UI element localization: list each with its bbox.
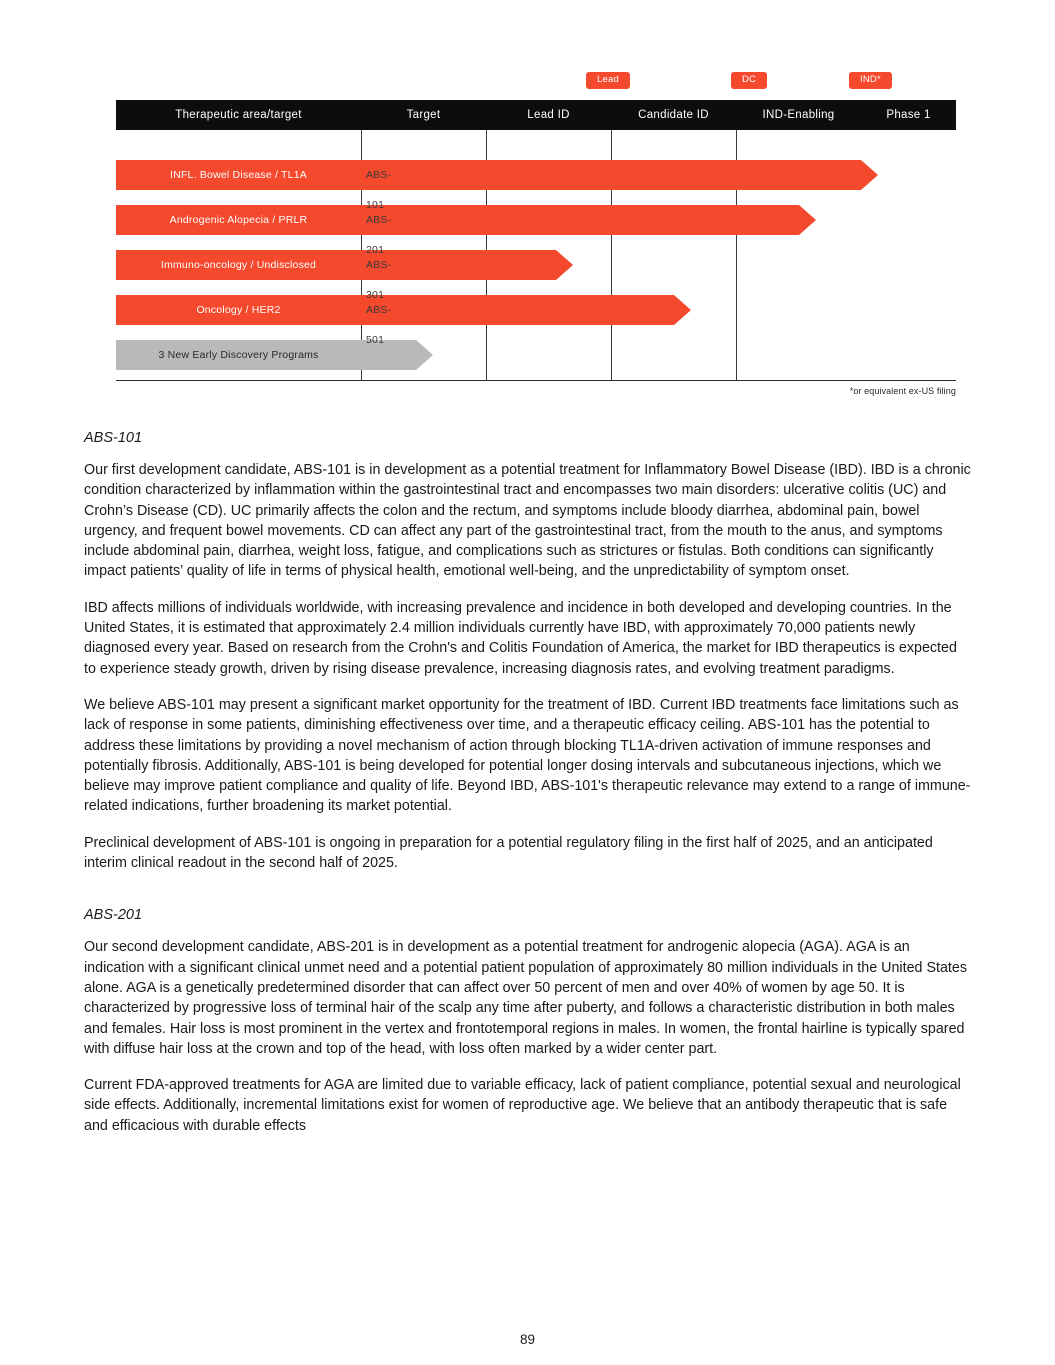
section-title-abs-201: ABS-201 — [84, 907, 143, 924]
pipeline-row-label: Oncology / HER2 — [196, 304, 281, 316]
paragraph: Our second development candidate, ABS-201 is in development as a potential treatment for androgenic alopecia (AGA). AGA is an indication with a significant clinical unmet need and a potential patient population of approximately 80 million individuals in the United States alone. AGA is a genetically predetermined disorder that can affect over 50 percent of men and over 40% of women by age 50. It is characterized by progressive loss of terminal hair of the scalp any time after puberty, and follows a characteristic distribution in both males and females. Hair loss is most prominent in the vertex and frontotemporal regions in males. In women, the frontal hairline is typically spared with diffuse hair loss at the crown and top of the head, with loss often marked by a wider center part. — [84, 939, 967, 1057]
column-header-phase-1: Phase 1 — [886, 109, 931, 121]
milestone-badge-dc: DC — [731, 72, 767, 89]
column-header-candidate-id: Candidate ID — [638, 109, 709, 121]
pipeline-figure — [116, 72, 956, 396]
figure-footnote: *or equivalent ex-US filing — [849, 386, 956, 396]
paragraph: Preclinical development of ABS-101 is ongoing in preparation for a potential regulatory filing in the first half of 2025, and an anticipated interim clinical readout in the second half of 2025. — [84, 834, 933, 872]
pipeline-grid — [116, 130, 956, 381]
paragraph: Current FDA-approved treatments for AGA are limited due to variable efficacy, lack of patient compliance, potential sexual and neurological side effects. Additionally, incremental limitations exist for women of reproductive age. We believe that an antibody therapeutic that is safe and efficacious with durable effects — [84, 1077, 961, 1134]
pipeline-row-target: ABS-301 — [366, 259, 392, 301]
paragraph: IBD affects millions of individuals worldwide, with increasing prevalence and incidence in both developed and developing countries. In the United States, it is estimated that approximately 2.4 million individuals currently have IBD, with approximately 70,000 patients newly diagnosed every year. Based on research from the Crohn's and Colitis Foundation of America, the market for IBD therapeutics is expected to experience steady growth, driven by rising disease prevalence, increasing diagnosis rates, and evolving treatment paradigms. — [84, 599, 957, 677]
pipeline-row-label: Androgenic Alopecia / PRLR — [169, 214, 308, 226]
pipeline-row-target: ABS-501 — [366, 304, 392, 346]
milestone-badges — [116, 72, 956, 98]
milestone-badge-ind: IND* — [849, 72, 892, 89]
pipeline-row-target: ABS-101 — [366, 169, 392, 211]
section-title-abs-101: ABS-101 — [84, 430, 143, 446]
pipeline-row-label: Immuno-oncology / Undisclosed — [160, 259, 317, 271]
column-header-therapeutic-area: Therapeutic area/target — [175, 109, 302, 121]
paragraph: We believe ABS-101 may present a significant market opportunity for the treatment of IBD. Current IBD treatments face limitations such as lack of response in some patients, diminishing effectiveness over time, and a therapeutic efficacy ceiling. ABS-101 has the potential to address these limitations by providing a novel mechanism of action through blocking TL1A-driven activation of immune responses and potentially fibrosis. Additionally, ABS-101 is being developed for potential longer dosing intervals and subcutaneous injections, which we believe may improve patient compliance and quality of life. Beyond IBD, ABS-101's therapeutic relevance may extend to a range of immune-related indications, further broadening its market potential. — [84, 696, 971, 815]
pipeline-row-label: INFL. Bowel Disease / TL1A — [170, 169, 307, 181]
pipeline-row-target: ABS-201 — [366, 214, 392, 256]
column-header-target: Target — [406, 109, 441, 121]
milestone-badge-lead: Lead — [586, 72, 630, 89]
pipeline-header-row — [116, 100, 956, 130]
paragraph: Our first development candidate, ABS-101 is in development as a potential treatment for Inflammatory Bowel Disease (IBD). IBD is a chronic condition characterized by inflammation within the gastrointestinal tract and encompasses two main disorders: ulcerative colitis (UC) and Crohn’s Disease (CD). UC primarily affects the colon and the rectum, and symptoms include bloody diarrhea, abdominal pain, bowel urgency, and frequent bowel movements. CD can affect any part of the gastrointestinal tract, from the mouth to the anus, and symptoms include abdominal pain, diarrhea, weight loss, fatigue, and complications such as strictures or fistulas. Both conditions can significantly impact patients’ quality of life in terms of physical health, emotional well-being, and the unpredictability of symptom onset. — [84, 462, 971, 580]
pipeline-row-label: 3 New Early Discovery Programs — [158, 349, 319, 361]
column-header-lead-id: Lead ID — [527, 109, 570, 121]
column-header-ind-enabling: IND-Enabling — [762, 109, 835, 121]
page-number: 89 — [519, 1332, 536, 1347]
